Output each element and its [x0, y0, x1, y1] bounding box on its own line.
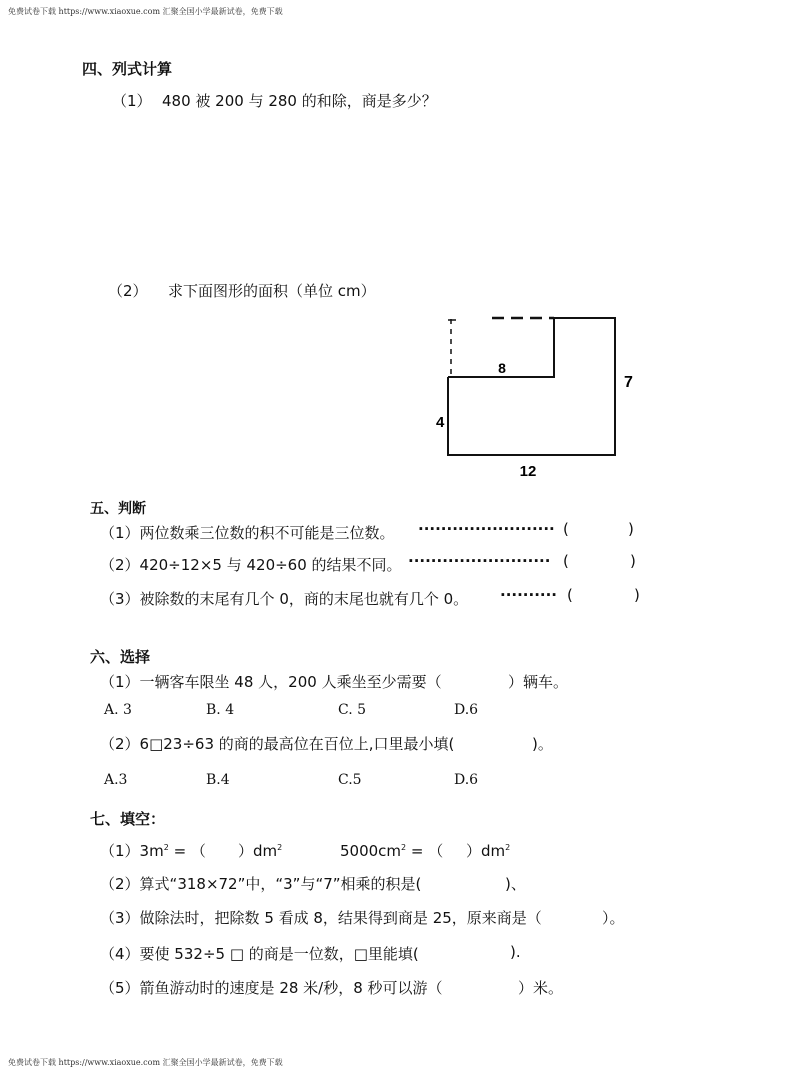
page-header-text: 免费试卷下载 https://www.xiaoxue.com 汇聚全国小学最新试卷，免费下载 [8, 7, 283, 16]
s5-item-1-dots: ························ [418, 520, 555, 538]
s7-item-3-tail: ）。 [602, 909, 625, 927]
section-5-title: 五、判断 [90, 501, 146, 517]
label-8: 8 [498, 360, 506, 376]
label-4: 4 [436, 414, 445, 431]
label-12: 12 [519, 463, 537, 480]
s6-q2-option-c: C.5 [338, 772, 362, 788]
s5-item-1-paren-right: ) [628, 520, 634, 538]
s7-item-2: （2）算式“318×72”中，“3”与“7”相乘的积是( [100, 875, 422, 893]
s6-q2-option-d: D.6 [454, 772, 479, 788]
s5-item-2-paren-left: ( [563, 552, 569, 570]
s7-item-3: （3）做除法时，把除数 5 看成 8，结果得到商是 25，原来商是（ [100, 909, 542, 927]
s6-q2-text: （2）6□23÷63 的商的最高位在百位上,口里最小填( [100, 735, 455, 753]
s5-item-2-paren-right: ) [630, 552, 636, 570]
s7-item-1-part-b: ）$dm^2$ [238, 842, 283, 860]
s5-item-3-paren-right: ) [634, 586, 640, 604]
s7-item-1-part-c: $5000cm^2$ = （ [340, 842, 444, 860]
s7-item-5: （5）箭鱼游动时的速度是 28 米/秒，8 秒可以游（ [100, 979, 443, 997]
s4-q1-number: （1） [112, 92, 152, 110]
s7-item-5-tail: ）米。 [518, 979, 564, 997]
s5-item-1: （1）两位数乘三位数的积不可能是三位数。 [100, 524, 395, 542]
s4-q1-text: 480 被 200 与 280 的和除，商是多少？ [162, 92, 437, 110]
section-6-title: 六、选择 [90, 648, 151, 666]
l-shape-figure [420, 305, 650, 485]
s5-item-3: （3）被除数的末尾有几个 0，商的末尾也就有几个 0。 [100, 590, 469, 608]
s4-q2-text: 求下面图形的面积（单位 cm） [168, 282, 376, 300]
s7-item-1-part-d: ）$dm^2$ [466, 842, 511, 860]
s6-q2-option-a: A.3 [104, 772, 128, 788]
s6-q1-option-d: D.6 [454, 702, 479, 718]
s5-item-2: （2）420÷12×5 与 420÷60 的结果不同。 [100, 556, 402, 574]
page-footer-text: 免费试卷下载 https://www.xiaoxue.com 汇聚全国小学最新试卷，免费下载 [8, 1058, 283, 1067]
s7-item-4: （4）要使 532÷5 □ 的商是一位数，□里能填( [100, 945, 419, 963]
s6-q2-option-b: B.4 [206, 772, 230, 788]
s6-q1-option-b: B. 4 [206, 702, 235, 718]
section-4-title: 四、列式计算 [82, 60, 173, 78]
s7-item-1-part-a: $(1)3m^2$ = （ [100, 842, 206, 860]
s6-q1-tail: ）辆车。 [508, 673, 569, 691]
s5-item-3-dots: ·········· [500, 586, 557, 604]
label-7: 7 [624, 374, 633, 391]
s6-q1-option-c: C. 5 [338, 702, 367, 718]
section-7-title: 七、填空： [90, 810, 166, 828]
s4-q2-number: （2） [108, 282, 148, 300]
s6-q1-option-a: A. 3 [104, 702, 132, 718]
s5-item-3-paren-left: ( [567, 586, 573, 604]
s5-item-2-dots: ························· [408, 552, 551, 570]
s7-item-4-tail: ). [510, 943, 521, 961]
s6-q1-text: （1）一辆客车限坐 48 人，200 人乘坐至少需要（ [100, 673, 442, 691]
s6-q2-tail: )。 [532, 735, 553, 753]
s7-item-2-tail: )、 [505, 875, 526, 893]
l-shape-outline [448, 318, 615, 455]
s5-item-1-paren-left: ( [563, 520, 569, 538]
